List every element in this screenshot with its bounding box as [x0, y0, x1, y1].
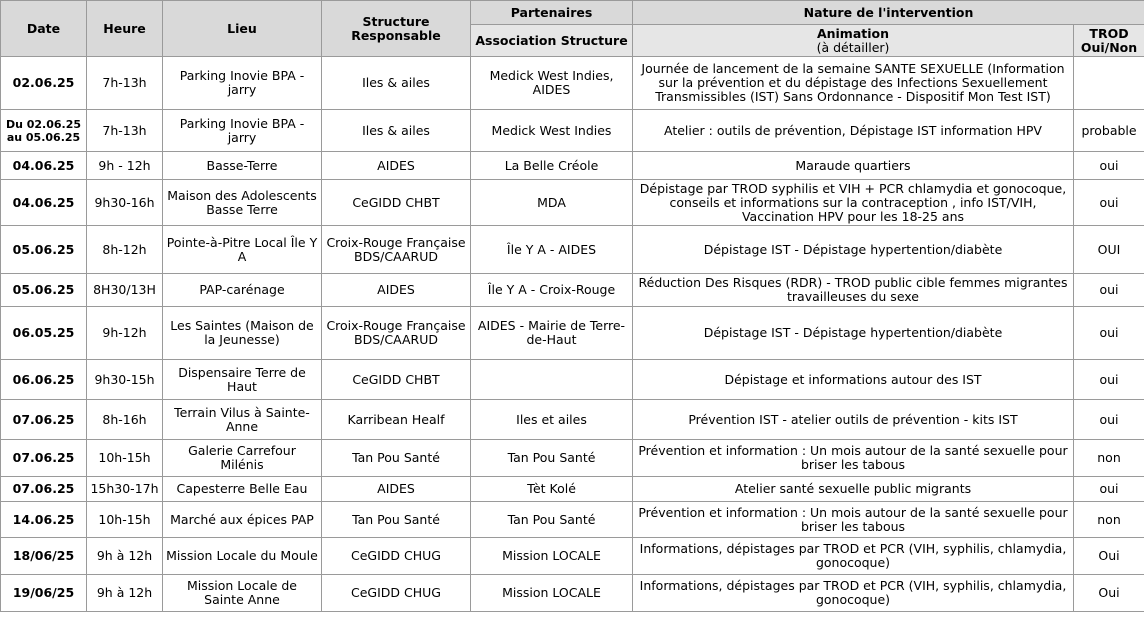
partenaire-cell: AIDES - Mairie de Terre-de-Haut	[471, 307, 633, 360]
heure-cell: 10h-15h	[87, 440, 163, 477]
heure-cell: 8h-16h	[87, 400, 163, 440]
table-row	[1, 400, 1144, 440]
animation-cell: Informations, dépistages par TROD et PCR (VIH, syphilis, chlamydia, gonocoque)	[633, 575, 1074, 612]
partenaire-cell: Iles et ailes	[471, 400, 633, 440]
partenaire-cell: La Belle Créole	[471, 152, 633, 180]
date-cell: 02.06.25	[1, 57, 87, 110]
partenaire-cell: Tan Pou Santé	[471, 502, 633, 538]
header-trod-title: TROD	[1089, 25, 1129, 41]
lieu-cell: Terrain Vilus à Sainte-Anne	[163, 400, 322, 440]
trod-cell: oui	[1074, 180, 1144, 226]
trod-cell: Oui	[1074, 575, 1144, 612]
header-trod	[1074, 25, 1144, 57]
structure-cell: CeGIDD CHUG	[322, 575, 471, 612]
date-cell: 14.06.25	[1, 502, 87, 538]
animation-cell: Atelier santé sexuelle public migrants	[633, 477, 1074, 502]
heure-cell: 8H30/13H	[87, 274, 163, 307]
partenaire-cell: Medick West Indies	[471, 110, 633, 152]
table-row	[1, 274, 1144, 307]
trod-cell: non	[1074, 440, 1144, 477]
date-cell: 06.05.25	[1, 307, 87, 360]
date-cell: 06.06.25	[1, 360, 87, 400]
lieu-cell: Mission Locale du Moule	[163, 538, 322, 575]
structure-cell: Iles & ailes	[322, 57, 471, 110]
partenaire-cell: Tèt Kolé	[471, 477, 633, 502]
lieu-cell: Mission Locale de Sainte Anne	[163, 575, 322, 612]
partenaire-cell: Mission LOCALE	[471, 575, 633, 612]
animation-cell: Dépistage et informations autour des IST	[633, 360, 1074, 400]
date-cell: 19/06/25	[1, 575, 87, 612]
heure-cell: 15h30-17h	[87, 477, 163, 502]
heure-cell: 9h-12h	[87, 307, 163, 360]
trod-cell	[1074, 57, 1144, 110]
date-cell: 05.06.25	[1, 226, 87, 274]
trod-cell: oui	[1074, 307, 1144, 360]
lieu-cell: PAP-carénage	[163, 274, 322, 307]
date-cell: 07.06.25	[1, 400, 87, 440]
trod-cell: OUI	[1074, 226, 1144, 274]
header-association: Association Structure	[471, 25, 633, 57]
header-lieu: Lieu	[163, 1, 322, 57]
structure-cell: AIDES	[322, 477, 471, 502]
animation-cell: Prévention IST - atelier outils de prévention - kits IST	[633, 400, 1074, 440]
date-cell: Du 02.06.25 au 05.06.25	[1, 110, 87, 152]
heure-cell: 9h - 12h	[87, 152, 163, 180]
heure-cell: 9h à 12h	[87, 575, 163, 612]
trod-cell: oui	[1074, 477, 1144, 502]
header-date: Date	[1, 1, 87, 57]
partenaire-cell: Mission LOCALE	[471, 538, 633, 575]
animation-cell: Informations, dépistages par TROD et PCR (VIH, syphilis, chlamydia, gonocoque)	[633, 538, 1074, 575]
trod-cell: oui	[1074, 400, 1144, 440]
lieu-cell: Marché aux épices PAP	[163, 502, 322, 538]
structure-cell: CeGIDD CHBT	[322, 360, 471, 400]
animation-cell: Dépistage IST - Dépistage hypertention/diabète	[633, 307, 1074, 360]
heure-cell: 10h-15h	[87, 502, 163, 538]
header-structure: Structure Responsable	[322, 1, 471, 57]
structure-cell: Croix-Rouge Française BDS/CAARUD	[322, 226, 471, 274]
structure-cell: CeGIDD CHUG	[322, 538, 471, 575]
lieu-cell: Les Saintes (Maison de la Jeunesse)	[163, 307, 322, 360]
heure-cell: 9h30-16h	[87, 180, 163, 226]
animation-cell: Dépistage par TROD syphilis et VIH + PCR chlamydia et gonocoque, conseils et informations sur la contraception , info IST/VIH, Vaccination HPV pour les 18-25 ans	[633, 180, 1074, 226]
table-row	[1, 110, 1144, 152]
table-row	[1, 575, 1144, 612]
header-animation-sub: (à détailler)	[816, 39, 890, 55]
heure-cell: 7h-13h	[87, 57, 163, 110]
heure-cell: 7h-13h	[87, 110, 163, 152]
lieu-cell: Pointe-à-Pitre Local Île Y A	[163, 226, 322, 274]
lieu-cell: Capesterre Belle Eau	[163, 477, 322, 502]
animation-cell: Prévention et information : Un mois autour de la santé sexuelle pour briser les tabous	[633, 440, 1074, 477]
date-cell: 07.06.25	[1, 477, 87, 502]
table-row	[1, 440, 1144, 477]
animation-cell: Prévention et information : Un mois autour de la santé sexuelle pour briser les tabous	[633, 502, 1074, 538]
lieu-cell: Parking Inovie BPA - jarry	[163, 57, 322, 110]
header-partenaires: Partenaires	[471, 1, 633, 25]
structure-cell: AIDES	[322, 152, 471, 180]
animation-cell: Dépistage IST - Dépistage hypertention/diabète	[633, 226, 1074, 274]
trod-cell: Oui	[1074, 538, 1144, 575]
animation-cell: Maraude quartiers	[633, 152, 1074, 180]
lieu-cell: Galerie Carrefour Milénis	[163, 440, 322, 477]
trod-cell: oui	[1074, 152, 1144, 180]
lieu-cell: Basse-Terre	[163, 152, 322, 180]
partenaire-cell: Medick West Indies, AIDES	[471, 57, 633, 110]
partenaire-cell: MDA	[471, 180, 633, 226]
lieu-cell: Maison des Adolescents Basse Terre	[163, 180, 322, 226]
date-cell: 05.06.25	[1, 274, 87, 307]
table-row	[1, 360, 1144, 400]
animation-cell: Atelier : outils de prévention, Dépistage IST information HPV	[633, 110, 1074, 152]
structure-cell: Karribean Healf	[322, 400, 471, 440]
structure-cell: Croix-Rouge Française BDS/CAARUD	[322, 307, 471, 360]
structure-cell: AIDES	[322, 274, 471, 307]
table-row	[1, 477, 1144, 502]
table-row	[1, 502, 1144, 538]
table-row	[1, 57, 1144, 110]
header-heure: Heure	[87, 1, 163, 57]
structure-cell: Iles & ailes	[322, 110, 471, 152]
lieu-cell: Dispensaire Terre de Haut	[163, 360, 322, 400]
date-cell: 04.06.25	[1, 152, 87, 180]
table-row	[1, 307, 1144, 360]
trod-cell: non	[1074, 502, 1144, 538]
animation-cell: Journée de lancement de la semaine SANTE SEXUELLE (Information sur la prévention et du dépistage des Infections Sexuellement Transmissibles (IST) Sans Ordonnance - Dispositif Mon Test IST)	[633, 57, 1074, 110]
table-row	[1, 226, 1144, 274]
header-nature: Nature de l'intervention	[633, 1, 1144, 25]
trod-cell: oui	[1074, 360, 1144, 400]
header-animation	[633, 25, 1074, 57]
table-row	[1, 152, 1144, 180]
table-row	[1, 538, 1144, 575]
date-cell: 07.06.25	[1, 440, 87, 477]
lieu-cell: Parking Inovie BPA - jarry	[163, 110, 322, 152]
partenaire-cell	[471, 360, 633, 400]
table-row	[1, 180, 1144, 226]
trod-cell: oui	[1074, 274, 1144, 307]
partenaire-cell: Île Y A - Croix-Rouge	[471, 274, 633, 307]
partenaire-cell: Tan Pou Santé	[471, 440, 633, 477]
structure-cell: Tan Pou Santé	[322, 440, 471, 477]
heure-cell: 9h30-15h	[87, 360, 163, 400]
date-cell: 18/06/25	[1, 538, 87, 575]
date-cell: 04.06.25	[1, 180, 87, 226]
animation-cell: Réduction Des Risques (RDR) - TROD public cible femmes migrantes travailleuses du sexe	[633, 274, 1074, 307]
heure-cell: 9h à 12h	[87, 538, 163, 575]
heure-cell: 8h-12h	[87, 226, 163, 274]
trod-cell: probable	[1074, 110, 1144, 152]
structure-cell: Tan Pou Santé	[322, 502, 471, 538]
structure-cell: CeGIDD CHBT	[322, 180, 471, 226]
header-animation-title: Animation	[816, 25, 890, 41]
partenaire-cell: Île Y A - AIDES	[471, 226, 633, 274]
header-trod-sub: Oui/Non	[1080, 39, 1138, 55]
